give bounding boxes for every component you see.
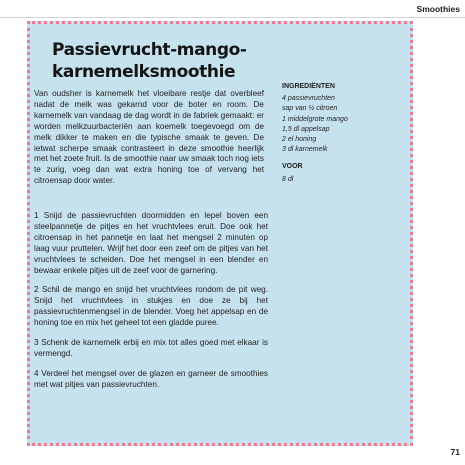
serves-list	[282, 175, 400, 185]
header-rule	[0, 17, 465, 18]
recipe-title	[52, 39, 272, 83]
recipe-step-2: 2 Schil de mango en snijd het vruchtvlees rondom de pit weg. Snijd het vruchtvlees in stukjes en doe ze bij het passievruchtenmengsel in de blender. Voeg het appelsap en de honing toe en mix het geheel tot een gladde puree.	[34, 285, 268, 328]
ingredients-list	[282, 94, 400, 155]
serves-heading: VOOR	[282, 163, 303, 171]
recipe-intro: Van oudsher is karnemelk het vloeibare restje dat overbleef nadat de melk was gekarnd voor de boter en room. De karnemelk van vandaag de dag wordt in de fabriek gemaakt: er worden melkzuurbacteriën aan koemelk toegevoegd om de melk dikker te maken en die typische smaak te geven. De ietwat scherpe smaak contrasteert in deze smoothie heerlijk met het zoete fruit. Is de smoothie naar uw smaak toch nog iets te zurig, voeg dan wat extra honing toe of vervang het citroensap door water.	[34, 89, 264, 186]
recipe-step-1: 1 Snijd de passievruchten doormidden en lepel boven een steelpannetje de pitjes en het vruchtvlees eruit. Doe ook het citroensap in het pannetje en laat het mengsel 2 minuten op laag vuur pruttelen. Wrijf het door een zeef om de pitjes van het vruchtvlees te scheiden. Doe het mengsel in een blender en bewaar enkele pitjes uit de zeef voor de garnering.	[34, 211, 268, 275]
recipe-title-line-1: Passievrucht-mango-	[52, 40, 247, 60]
recipe-title-line-2: karnemelksmoothie	[52, 62, 236, 82]
recipe-steps	[34, 211, 268, 400]
page-number: 71	[450, 447, 460, 457]
recipe-step-4: 4 Verdeel het mengsel over de glazen en garneer de smoothies met wat pitjes van passievruchten.	[34, 368, 268, 389]
ingredient-item: 3 dl karnemelk	[282, 146, 328, 154]
ingredient-item: sap van ½ citroen	[282, 105, 338, 113]
ingredient-item: 1,5 dl appelsap	[282, 125, 330, 133]
ingredient-item: 2 el honing	[282, 136, 317, 144]
recipe-step-3: 3 Schenk de karnemelk erbij en mix tot alles goed met elkaar is vermengd.	[34, 338, 268, 358]
serves-value: 8 dl	[282, 175, 294, 183]
ingredient-item: 4 passievruchten	[282, 95, 335, 103]
section-label: Smoothies	[416, 4, 460, 14]
recipe-sidebar	[282, 82, 400, 185]
ingredient-item: 1 middelgrote mango	[282, 115, 348, 123]
ingredients-heading: INGREDIËNTEN	[282, 83, 335, 90]
